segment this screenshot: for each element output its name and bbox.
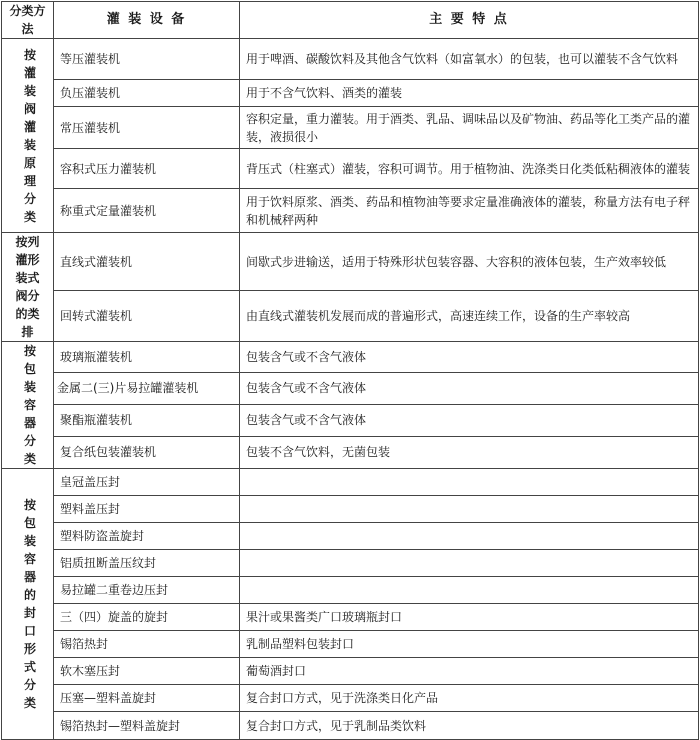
equipment-cell: 常压灌装机 [54, 107, 240, 149]
equipment-cell: 软木塞压封 [54, 658, 240, 685]
features-cell [240, 550, 699, 577]
equipment-cell: 直线式灌装机 [54, 233, 240, 291]
header-row [2, 2, 699, 39]
header-features: 主 要 特 点 [240, 2, 699, 39]
table-row [2, 342, 699, 373]
equipment-cell: 塑料防盗盖旋封 [54, 523, 240, 550]
table-row [2, 604, 699, 631]
equipment-cell: 等压灌装机 [54, 39, 240, 80]
header-equipment: 灌 装 设 备 [54, 2, 240, 39]
table-row [2, 685, 699, 712]
features-cell: 包装不含气饮料，无菌包装 [240, 436, 699, 468]
classification-table [1, 1, 699, 740]
features-cell: 用于啤酒、碳酸饮料及其他含气饮料（如富氧水）的包装，也可以灌装不含气饮料 [240, 39, 699, 80]
table-row [2, 469, 699, 496]
table-row [2, 80, 699, 107]
equipment-cell: 称重式定量灌装机 [54, 189, 240, 233]
features-cell [240, 577, 699, 604]
features-cell: 由直线式灌装机发展而成的普遍形式，高速连续工作，设备的生产率较高 [240, 291, 699, 342]
equipment-cell: 三（四）旋盖的旋封 [54, 604, 240, 631]
features-cell: 用于不含气饮料、酒类的灌装 [240, 80, 699, 107]
equipment-cell: 皇冠盖压封 [54, 469, 240, 496]
category-cell: 按包装容器的封口形式分类 [2, 469, 54, 740]
features-cell: 间歇式步进输送，适用于特殊形状包装容器、大容积的液体包装，生产效率较低 [240, 233, 699, 291]
category-cell: 按包装容器分类 [2, 342, 54, 469]
table-row [2, 712, 699, 740]
features-cell: 复合封口方式，见于洗涤类日化产品 [240, 685, 699, 712]
features-cell: 葡萄酒封口 [240, 658, 699, 685]
features-cell [240, 523, 699, 550]
features-cell: 背压式（柱塞式）灌装，容积可调节。用于植物油、洗涤类日化类低粘稠液体的灌装 [240, 149, 699, 189]
features-cell: 包装含气或不含气液体 [240, 372, 699, 404]
features-cell: 用于饮料原浆、酒类、药品和植物油等要求定量准确液体的灌装，称量方法有电子秤和机械秤两种 [240, 189, 699, 233]
table-row [2, 233, 699, 291]
equipment-cell: 锡箔热封—塑料盖旋封 [54, 712, 240, 740]
equipment-cell: 容积式压力灌装机 [54, 149, 240, 189]
table-row [2, 39, 699, 80]
equipment-cell: 负压灌装机 [54, 80, 240, 107]
equipment-cell: 易拉罐二重卷边压封 [54, 577, 240, 604]
table-row [2, 372, 699, 404]
features-cell [240, 469, 699, 496]
equipment-cell: 塑料盖压封 [54, 496, 240, 523]
features-cell: 包装含气或不含气液体 [240, 342, 699, 373]
table-row [2, 631, 699, 658]
table-row [2, 550, 699, 577]
table-row [2, 404, 699, 436]
table-row [2, 496, 699, 523]
table-row [2, 291, 699, 342]
equipment-cell: 锡箔热封 [54, 631, 240, 658]
table-row [2, 577, 699, 604]
header-method: 分类方法 [2, 2, 54, 39]
table-row [2, 436, 699, 468]
equipment-cell: 复合纸包装灌装机 [54, 436, 240, 468]
features-cell: 容积定量，重力灌装。用于酒类、乳品、调味品以及矿物油、药品等化工类产品的灌装，液损很小 [240, 107, 699, 149]
features-cell: 果汁或果酱类广口玻璃瓶封口 [240, 604, 699, 631]
table-row [2, 189, 699, 233]
table-row [2, 107, 699, 149]
features-cell [240, 496, 699, 523]
table-row [2, 658, 699, 685]
table-row [2, 149, 699, 189]
equipment-cell: 金属二(三)片易拉罐灌装机 [54, 372, 240, 404]
equipment-cell: 聚酯瓶灌装机 [54, 404, 240, 436]
features-cell: 乳制品塑料包装封口 [240, 631, 699, 658]
category-cell: 按灌装阀灌装原理分类 [2, 39, 54, 233]
equipment-cell: 玻璃瓶灌装机 [54, 342, 240, 373]
equipment-cell: 压塞—塑料盖旋封 [54, 685, 240, 712]
equipment-cell: 铝质扭断盖压纹封 [54, 550, 240, 577]
category-cell: 按列灌形装式阀分的类排 [2, 233, 54, 342]
equipment-cell: 回转式灌装机 [54, 291, 240, 342]
table-row [2, 523, 699, 550]
features-cell: 复合封口方式，见于乳制品类饮料 [240, 712, 699, 740]
features-cell: 包装含气或不含气液体 [240, 404, 699, 436]
